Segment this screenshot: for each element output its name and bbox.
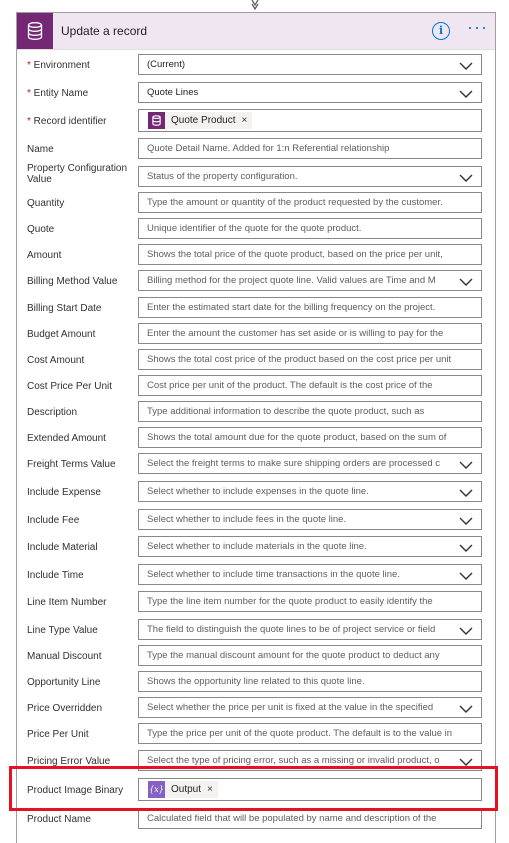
field-label-text: Environment (33, 60, 90, 71)
field-label-opportunity-line (27, 677, 139, 688)
field-placeholder: Select whether to include expenses in the quote line. (147, 486, 369, 497)
field-dropdown-line-type-value[interactable] (138, 619, 482, 640)
field-label-text: Quote (27, 224, 55, 235)
field-row-cost-amount (17, 349, 495, 373)
info-icon[interactable]: i (432, 22, 450, 40)
field-input-price-per-unit[interactable] (138, 723, 482, 744)
field-row-quantity (17, 192, 495, 216)
field-input-opportunity-line[interactable] (138, 671, 482, 692)
field-label-product-name (27, 814, 139, 825)
field-placeholder: Select the type of pricing error, such as a missing or invalid product, o (147, 755, 440, 766)
field-value: (Current) (147, 59, 186, 70)
field-label-line-type-value (27, 625, 139, 636)
field-row-entity-name (17, 82, 495, 106)
field-dropdown-include-fee[interactable] (138, 509, 482, 530)
highlight-box (9, 766, 498, 811)
field-row-property-configuration-value (17, 163, 495, 190)
field-row-billing-method-value (17, 270, 495, 294)
field-label-line-item-number (27, 597, 139, 608)
field-label-text: Property Configuration Value (27, 163, 128, 185)
field-label-text: Billing Method Value (27, 276, 118, 287)
field-placeholder: Shows the opportunity line related to this quote line. (147, 676, 365, 687)
field-label-quantity (27, 198, 139, 209)
field-dropdown-include-material[interactable] (138, 536, 482, 557)
field-dropdown-price-overridden[interactable] (138, 697, 482, 718)
field-label-text: Billing Start Date (27, 303, 102, 314)
field-dropdown-billing-method-value[interactable] (138, 270, 482, 291)
field-label-text: Include Fee (27, 515, 80, 526)
field-row-product-name (17, 808, 495, 832)
field-input-line-item-number[interactable] (138, 591, 482, 612)
field-label-text: Amount (27, 250, 62, 261)
field-row-manual-discount (17, 645, 495, 669)
field-input-description[interactable] (138, 401, 482, 422)
field-placeholder: The field to distinguish the quote lines to be of project service or field (147, 624, 436, 635)
chevron-down-icon[interactable] (459, 624, 473, 634)
field-label-price-per-unit (27, 729, 139, 740)
field-label-text: Cost Amount (27, 355, 85, 366)
field-placeholder: Billing method for the project quote line. Valid values are Time and M (147, 275, 436, 286)
field-input-product-name[interactable] (138, 808, 482, 829)
field-row-freight-terms-value (17, 453, 495, 477)
field-label-budget-amount (27, 329, 139, 340)
field-label-include-time (27, 570, 139, 581)
chevron-down-icon[interactable] (459, 87, 473, 97)
field-placeholder: Type the price per unit of the quote product. The default is to the value in (147, 728, 453, 739)
database-icon (148, 112, 165, 129)
field-input-extended-amount[interactable] (138, 427, 482, 448)
field-row-include-expense (17, 481, 495, 505)
chevron-down-icon[interactable] (459, 541, 473, 551)
field-dropdown-entity-name[interactable] (138, 82, 482, 103)
field-label-text: Line Item Number (27, 597, 107, 608)
field-label-text: Include Time (27, 570, 84, 581)
field-label-text: Budget Amount (27, 329, 96, 340)
field-placeholder: Cost price per unit of the product. The default is the cost price of the (147, 380, 433, 391)
field-label-text: Price Per Unit (27, 729, 89, 740)
field-input-cost-amount[interactable] (138, 349, 482, 370)
field-dropdown-freight-terms-value[interactable] (138, 453, 482, 474)
token-label: Output (171, 784, 202, 795)
required-asterisk: * (27, 60, 34, 71)
field-row-quote (17, 218, 495, 242)
field-dropdown-property-configuration-value[interactable] (138, 166, 482, 187)
field-label-quote (27, 224, 139, 235)
field-row-include-fee (17, 509, 495, 533)
expression-icon: {x} (148, 781, 165, 798)
chevron-down-icon[interactable] (459, 569, 473, 579)
required-asterisk: * (27, 116, 34, 127)
field-placeholder: Calculated field that will be populated by name and description of the (147, 813, 437, 824)
field-label-include-fee (27, 515, 139, 526)
field-label-cost-amount (27, 355, 139, 366)
field-label-text: Opportunity Line (27, 677, 101, 688)
field-placeholder: Enter the estimated start date for the billing frequency on the project. (147, 302, 436, 313)
chevron-down-icon[interactable] (459, 755, 473, 765)
field-label-include-expense (27, 487, 139, 498)
field-label-text: Freight Terms Value (27, 459, 116, 470)
field-placeholder: Type the amount or quantity of the product requested by the customer. (147, 197, 443, 208)
field-input-billing-start-date[interactable] (138, 297, 482, 318)
dynamic-content-token[interactable] (148, 112, 252, 129)
field-label-description (27, 407, 139, 418)
field-row-description (17, 401, 495, 425)
required-asterisk: * (27, 88, 34, 99)
field-label-text: Description (27, 407, 78, 418)
field-row-budget-amount (17, 323, 495, 347)
field-label-text: Pricing Error Value (27, 756, 111, 767)
card-title: Update a record (61, 24, 148, 38)
field-label-billing-start-date (27, 303, 139, 314)
field-label-environment (27, 60, 139, 71)
chevron-down-icon[interactable] (459, 171, 473, 181)
field-label-text: Quantity (27, 198, 65, 209)
field-placeholder: Select whether to include materials in the quote line. (147, 541, 367, 552)
remove-token-icon[interactable]: × (207, 784, 213, 795)
field-label-cost-price-per-unit (27, 381, 139, 392)
field-label-text: Cost Price Per Unit (27, 381, 113, 392)
field-placeholder: Shows the total amount due for the quote product, based on the sum of (147, 432, 447, 443)
chevron-down-icon[interactable] (459, 458, 473, 468)
dataverse-database-icon (17, 13, 53, 49)
field-row-amount (17, 244, 495, 268)
field-input-quantity[interactable] (138, 192, 482, 213)
field-row-line-item-number (17, 591, 495, 615)
chevron-down-icon[interactable] (459, 59, 473, 69)
field-placeholder: Type the line item number for the quote product to easily identify the (147, 596, 433, 607)
more-options-icon[interactable]: ··· (467, 17, 488, 37)
field-label-text: Entity Name (33, 88, 89, 99)
field-input-budget-amount[interactable] (138, 323, 482, 344)
field-label-include-material (27, 542, 139, 553)
field-label-text: Name (27, 144, 54, 155)
field-dropdown-include-expense[interactable] (138, 481, 482, 502)
token-label: Quote Product (171, 115, 236, 126)
field-row-extended-amount (17, 427, 495, 451)
field-label-text: Extended Amount (27, 433, 106, 444)
field-placeholder: Type additional information to describe the quote product, such as (147, 406, 425, 417)
field-placeholder: Status of the property configuration. (147, 171, 298, 182)
field-placeholder: Shows the total price of the quote product, based on the price per unit, (147, 249, 443, 260)
update-record-card (16, 12, 496, 843)
field-row-billing-start-date (17, 297, 495, 321)
field-input-record-identifier[interactable] (138, 109, 482, 132)
field-label-text: Include Expense (27, 487, 101, 498)
field-label-text: Product Name (27, 814, 91, 825)
chevron-down-icon[interactable] (459, 486, 473, 496)
field-label-freight-terms-value (27, 459, 139, 470)
chevron-down-icon[interactable] (459, 514, 473, 524)
field-placeholder: Shows the total cost price of the product based on the cost price per unit (147, 354, 452, 365)
field-placeholder: Unique identifier of the quote for the quote product. (147, 223, 362, 234)
field-label-price-overridden (27, 703, 139, 714)
field-label-text: Manual Discount (27, 651, 102, 662)
field-placeholder: Select whether to include time transactions in the quote line. (147, 569, 400, 580)
field-input-manual-discount[interactable] (138, 645, 482, 666)
field-row-price-overridden (17, 697, 495, 721)
field-input-quote[interactable] (138, 218, 482, 239)
field-input-name[interactable] (138, 138, 482, 159)
field-label-text: Include Material (27, 542, 98, 553)
field-row-include-material (17, 536, 495, 560)
field-value: Quote Lines (147, 87, 199, 98)
field-row-include-time (17, 564, 495, 588)
field-label-record-identifier (27, 116, 139, 127)
field-row-opportunity-line (17, 671, 495, 695)
remove-token-icon[interactable]: × (241, 115, 248, 126)
field-placeholder: Select the freight terms to make sure shipping orders are processed c (147, 458, 441, 469)
chevron-down-icon[interactable] (459, 702, 473, 712)
field-row-price-per-unit (17, 723, 495, 747)
field-placeholder: Type the manual discount amount for the quote product to deduct any (147, 650, 440, 661)
field-label-text: Product Image Binary (27, 785, 124, 796)
connector-arrow-icon (251, 0, 259, 10)
field-label-text: Line Type Value (27, 625, 98, 636)
field-label-name (27, 144, 139, 155)
field-row-cost-price-per-unit (17, 375, 495, 399)
field-label-text: Record identifier (33, 116, 107, 127)
field-label-amount (27, 250, 139, 261)
field-placeholder: Enter the amount the customer has set aside or is willing to pay for the (147, 328, 444, 339)
field-row-environment (17, 54, 495, 78)
field-dropdown-include-time[interactable] (138, 564, 482, 585)
field-input-cost-price-per-unit[interactable] (138, 375, 482, 396)
field-placeholder: Quote Detail Name. Added for 1:n Referential relationship (147, 143, 390, 154)
field-row-line-type-value (17, 619, 495, 643)
field-row-record-identifier (17, 110, 495, 134)
field-placeholder: Select whether to include fees in the quote line. (147, 514, 347, 525)
field-dropdown-environment[interactable] (138, 54, 482, 75)
card-header[interactable] (17, 13, 495, 50)
field-label-billing-method-value (27, 276, 139, 287)
field-input-amount[interactable] (138, 244, 482, 265)
field-label-text: Price Overridden (27, 703, 103, 714)
field-label-property-configuration-value (27, 163, 139, 185)
field-label-entity-name (27, 88, 139, 99)
field-placeholder: Select whether the price per unit is fixed at the value in the specified (147, 702, 434, 713)
field-row-name (17, 138, 495, 162)
chevron-down-icon[interactable] (459, 275, 473, 285)
field-label-extended-amount (27, 433, 139, 444)
field-label-manual-discount (27, 651, 139, 662)
